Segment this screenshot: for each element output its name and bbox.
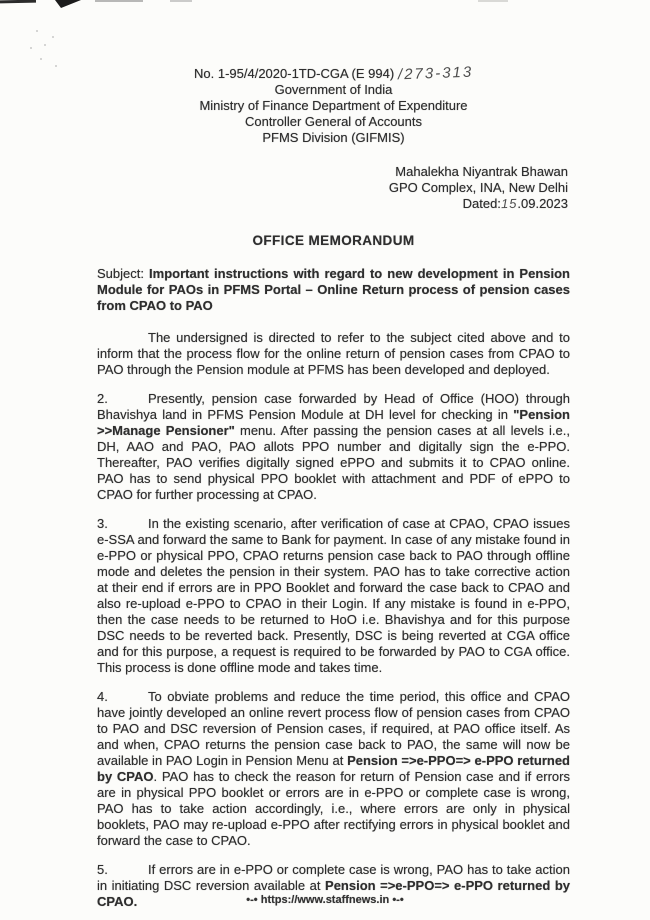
- address-block: [97, 164, 570, 212]
- subject-block: [97, 266, 570, 314]
- subject-text: Important instructions with regard to new development in Pension Module for PAOs in PFMS Portal – Online Return process of pension cases from CPAO to PAO: [97, 266, 570, 313]
- pencil-dot: [40, 58, 42, 60]
- paragraph: [97, 516, 570, 676]
- pencil-dot: [30, 47, 32, 49]
- document-title: OFFICE MEMORANDUM: [252, 233, 415, 248]
- paragraph: [97, 689, 570, 849]
- paragraph: [97, 391, 570, 503]
- text-run: Pension =>e-PPO=> e-PPO returned by CPAO: [97, 753, 570, 784]
- text-run: . PAO has to check the reason for return of Pension case and if errors are in physical PPO booklet or errors are in e-PPO or complete case is wrong, PAO has to take action accordingly, i.e., where errors are only in physical booklets, PAO may re-upload e-PPO after rectifying errors in physical booklet and forward the case to CPAO.: [97, 769, 570, 848]
- handwritten-date-day: 15: [500, 195, 518, 212]
- address-lines: [97, 164, 568, 196]
- scan-artifact-wedge: [55, 0, 81, 8]
- address-line: GPO Complex, INA, New Delhi: [388, 180, 568, 195]
- paragraph-number: 3.: [97, 516, 108, 531]
- letterhead-line: Government of India: [274, 82, 393, 97]
- letterhead-line: Controller General of Accounts: [244, 114, 423, 129]
- pencil-dot: [44, 44, 46, 46]
- text-run: To obviate problems and reduce the time period, this office and CPAO have jointly developed an online revert process flow of pension cases from CPAO to PAO and DSC reversion of Pension cases, if required, at PAO office itself. As and when, CPAO returns the pension case back to PAO, the same will now be available in PAO Login in Pension Menu at: [97, 689, 570, 768]
- document-content: [97, 0, 570, 920]
- text-run: Presently, pension case forwarded by Head of Office (HOO) through Bhavishya land in PFMS Pension Module at DH level for checking in: [97, 391, 570, 422]
- text-run: In the existing scenario, after verification of case at CPAO, CPAO issues e-SSA and forward the same to Bank for payment. In case of any mistake found in e-PPO or physical PPO, CPAO returns pension case back to PAO through offline mode and deletes the pension in their system. PAO has to take corrective action at their end if errors are in PPO Booklet and forward the case back to CPAO and also re-upload e-PPO to CPAO in their Login. If any mistake is found in e-PPO, then the case needs to be returned to HoO i.e. Bhavishya and for this purpose DSC needs to be reverted back. Presently, DSC is being reverted at CGA office and for this purpose, a request is required to be forwarded by PAO to CGA office. This process is done offline mode and takes time.: [97, 516, 570, 675]
- date-line: [97, 196, 568, 212]
- reference-number: No. 1-95/4/2020-1TD-CGA (E 994): [194, 66, 398, 81]
- pencil-dot: [55, 65, 57, 67]
- text-run: Pension =>e-PPO=> e-PPO returned by CPAO.: [97, 878, 570, 909]
- paragraph: [97, 330, 570, 378]
- text-run: The undersigned is directed to refer to the subject cited above and to inform that the process flow for the online return of pension cases from CPAO to PAO through the Pension module at PFMS has been developed and deployed.: [97, 330, 570, 377]
- letterhead-lines: [97, 82, 570, 146]
- pencil-dot: [52, 36, 54, 38]
- text-run: If errors are in e-PPO or complete case is wrong, PAO has to take action in initiating DSC reversion available at: [97, 862, 570, 893]
- letterhead-line: Ministry of Finance Department of Expenditure: [199, 98, 468, 113]
- letterhead-line: PFMS Division (GIFMIS): [262, 130, 405, 145]
- date-label: Dated:: [462, 196, 501, 211]
- reference-number-line: [97, 63, 570, 84]
- paragraph-number: 2.: [97, 391, 108, 406]
- address-line: Mahalekha Niyantrak Bhawan: [395, 164, 568, 179]
- letterhead: [97, 63, 570, 146]
- source-watermark: •-• https://www.staffnews.in •-•: [246, 894, 404, 906]
- handwritten-dispatch-number: /273-313: [397, 63, 474, 84]
- paragraph-number: 5.: [97, 862, 108, 877]
- scan-artifact-line: [0, 0, 36, 3]
- paragraph-number: 4.: [97, 689, 108, 704]
- body-paragraphs: [97, 330, 570, 910]
- pencil-dot: [36, 30, 38, 32]
- text-run: "Pension >>Manage Pensioner": [97, 407, 570, 438]
- date-rest: .09.2023: [517, 196, 568, 211]
- subject-label: Subject:: [97, 266, 144, 281]
- text-run: menu. After passing the pension cases at all levels i.e., DH, AAO and PAO, PAO allots PPO number and digitally sign the e-PPO. Thereafter, PAO verifies digitally signed ePPO and submits it to CPAO online. PAO has to send physical PPO booklet with attachment and PDF of ePPO to CPAO for further processing at CPAO.: [97, 423, 570, 502]
